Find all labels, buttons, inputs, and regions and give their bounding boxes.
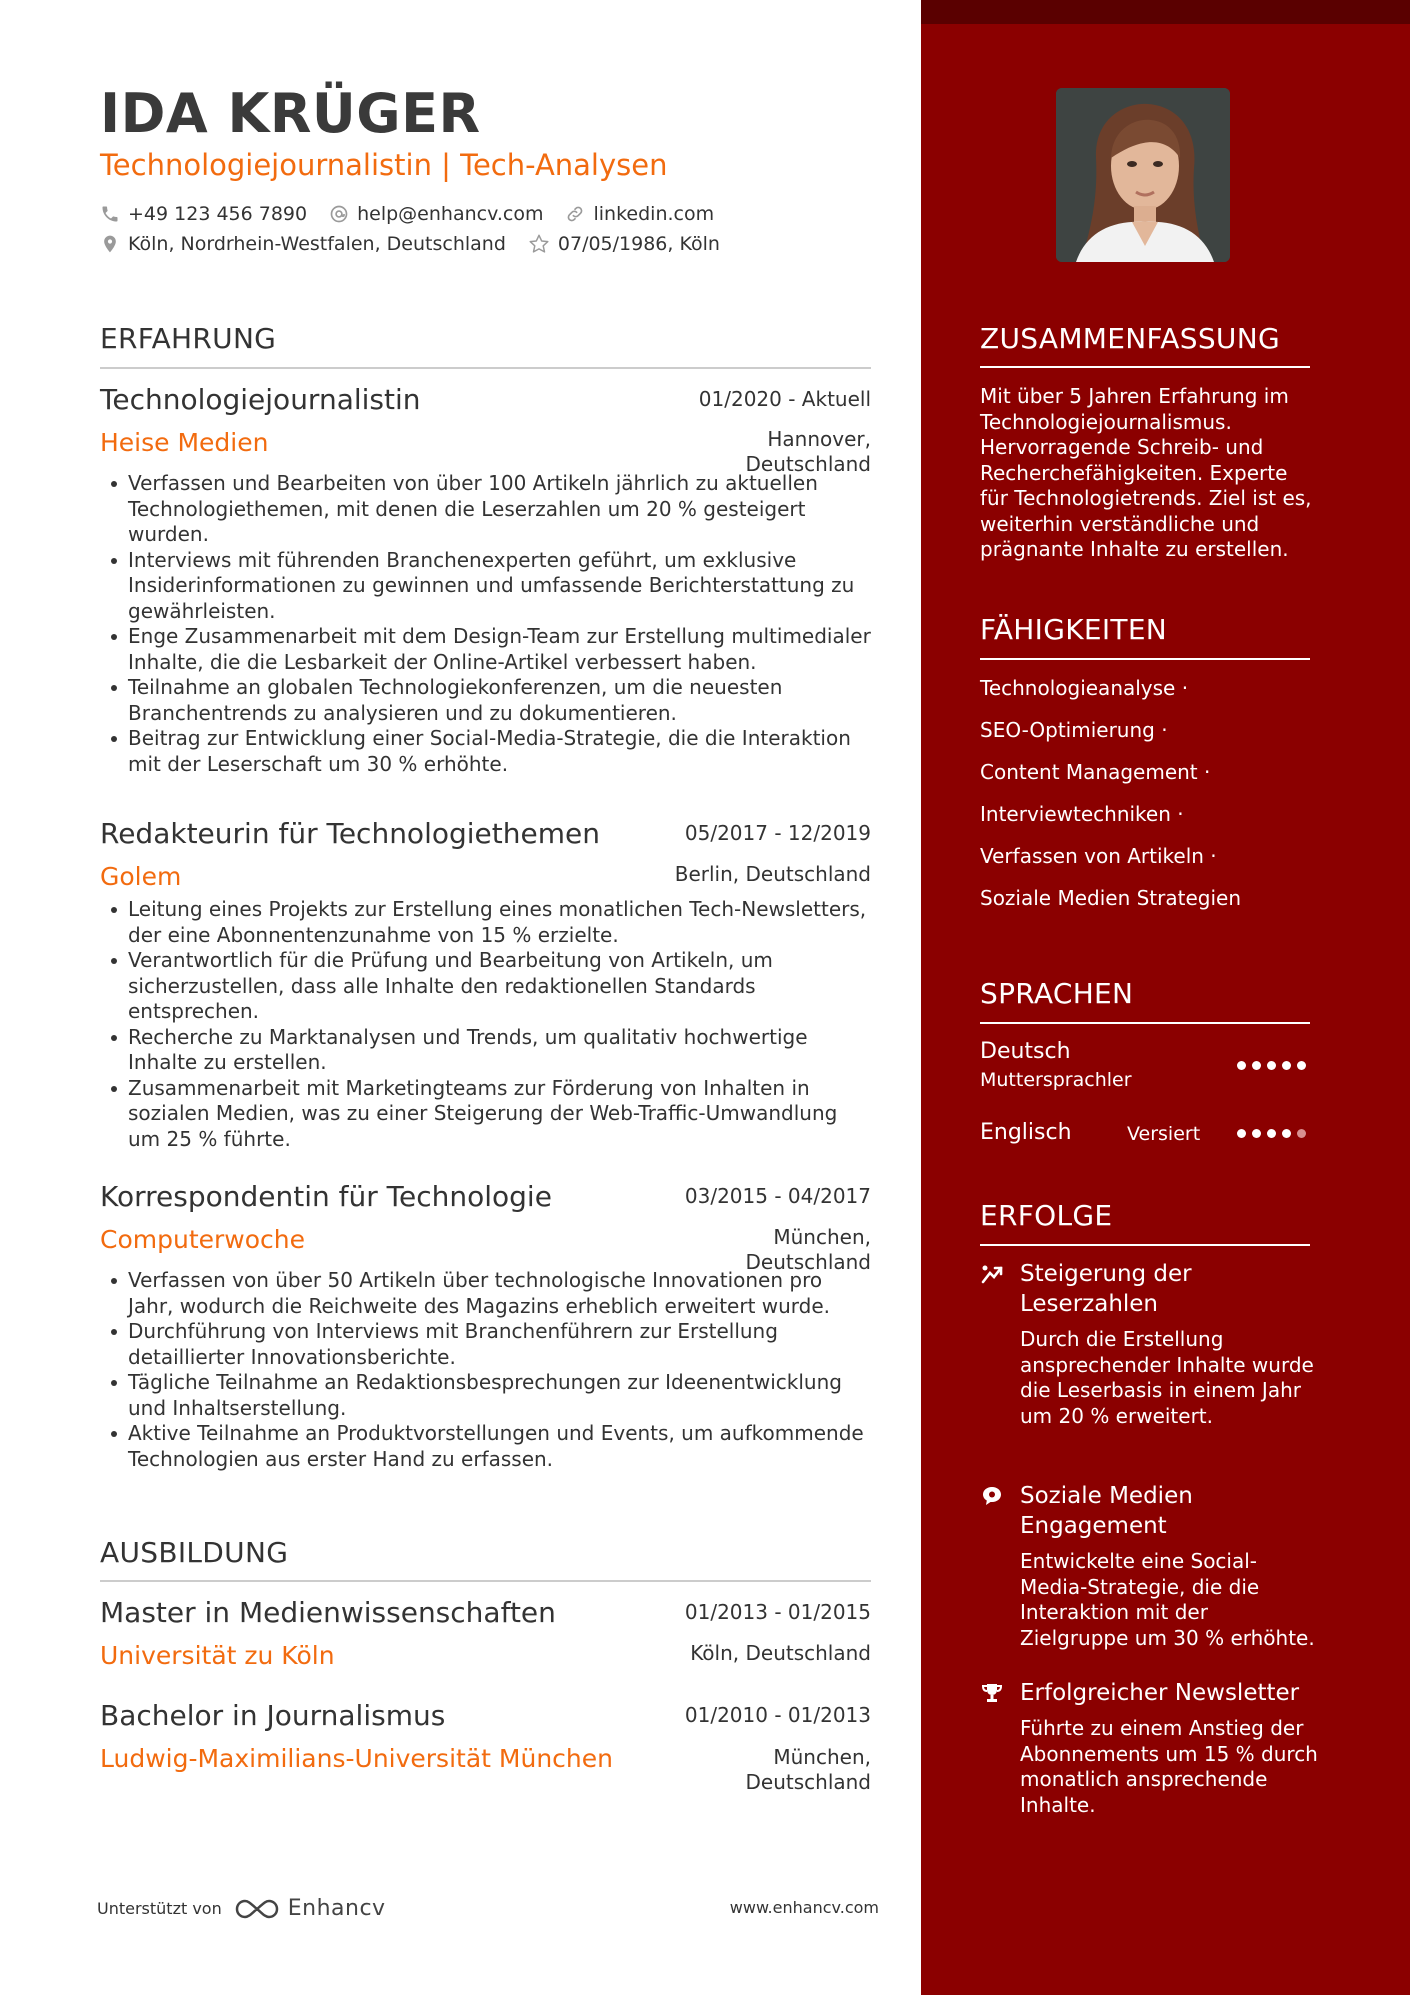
birth-text: 07/05/1986, Köln bbox=[557, 233, 720, 255]
summary-text: Mit über 5 Jahren Erfahrung im Technologiejournalismus. Hervorragende Schreib- und Recherchefähigkeiten. Experte für Technologietrends. Ziel ist es, weiterhin verständliche und prägnante Inhalte zu erstellen. bbox=[980, 384, 1312, 561]
achievement-title: Erfolgreicher Newsletter bbox=[1020, 1680, 1300, 1706]
degree-title: Bachelor in Journalismus bbox=[100, 1699, 446, 1732]
candidate-tagline: Technologiejournalistin | Tech-Analysen bbox=[100, 148, 668, 182]
job-date: 05/2017 - 12/2019 bbox=[684, 821, 871, 845]
education-heading: AUSBILDUNG bbox=[100, 1536, 289, 1569]
footer-site[interactable]: www.enhancv.com bbox=[729, 1898, 879, 1917]
job-entry bbox=[100, 1180, 871, 1472]
growth-icon bbox=[980, 1262, 1004, 1286]
linkedin-item[interactable] bbox=[565, 203, 714, 225]
bullet-item: Tägliche Teilnahme an Redaktionsbesprechungen zur Ideenentwicklung und Inhaltserstellung. bbox=[100, 1370, 871, 1421]
experience-divider bbox=[100, 367, 871, 369]
skill-item: Soziale Medien Strategien bbox=[980, 886, 1242, 910]
job-entry bbox=[100, 817, 871, 1152]
phone-icon bbox=[100, 204, 120, 224]
bullet-item: Verantwortlich für die Prüfung und Bearbeitung von Artikeln, um sicherzustellen, dass alle Inhalte den redaktionellen Standards entsprechen. bbox=[100, 948, 871, 1025]
education-location bbox=[690, 1641, 871, 1666]
bullet-item: Zusammenarbeit mit Marketingteams zur Förderung von Inhalten in sozialen Medien, was zu einer Steigerung der Web-Traffic-Umwandlung um 25 % führte. bbox=[100, 1076, 871, 1153]
bullet-item: Teilnahme an globalen Technologiekonferenzen, um die neuesten Branchentrends zu analysieren und zu dokumentieren. bbox=[100, 675, 871, 726]
bullet-item: Beitrag zur Entwicklung einer Social-Media-Strategie, die die Interaktion mit der Leserschaft um 30 % erhöhte. bbox=[100, 726, 871, 777]
job-date: 03/2015 - 04/2017 bbox=[684, 1184, 871, 1208]
rating-dot bbox=[1282, 1129, 1291, 1138]
phone-text: +49 123 456 7890 bbox=[128, 203, 308, 225]
education-location-line: Deutschland bbox=[745, 1770, 871, 1794]
language-rating bbox=[1237, 1129, 1312, 1138]
education-entry bbox=[100, 1596, 871, 1670]
job-bullets bbox=[100, 897, 871, 1152]
rating-dot bbox=[1252, 1129, 1261, 1138]
email-item[interactable] bbox=[329, 203, 543, 225]
location-text: Köln, Nordrhein-Westfalen, Deutschland bbox=[128, 233, 506, 255]
bullet-item: Aktive Teilnahme an Produktvorstellungen und Events, um aufkommende Technologien aus erster Hand zu erfassen. bbox=[100, 1421, 871, 1472]
bullet-item: Durchführung von Interviews mit Branchenführern zur Erstellung detaillierter Innovationsberichte. bbox=[100, 1319, 871, 1370]
chat-icon bbox=[980, 1484, 1004, 1508]
bullet-item: Interviews mit führenden Branchenexperten geführt, um exklusive Insiderinformationen zu gewinnen und umfassende Berichterstattung zu gewährleisten. bbox=[100, 548, 871, 625]
contact-row-2 bbox=[100, 233, 742, 255]
bullet-item: Recherche zu Marktanalysen und Trends, um qualitativ hochwertige Inhalte zu erstellen. bbox=[100, 1025, 871, 1076]
languages-heading: SPRACHEN bbox=[980, 977, 1134, 1010]
education-date: 01/2013 - 01/2015 bbox=[684, 1600, 871, 1624]
job-location bbox=[675, 862, 871, 887]
education-date: 01/2010 - 01/2013 bbox=[684, 1703, 871, 1727]
education-location-line: Köln, Deutschland bbox=[690, 1641, 871, 1665]
job-company: Computerwoche bbox=[100, 1225, 305, 1254]
achievements-divider bbox=[980, 1244, 1310, 1246]
achievement-desc: Entwickelte eine Social-Media-Strategie, die die Interaktion mit der Zielgruppe um 30 % erhöhte. bbox=[1020, 1549, 1315, 1650]
languages-divider bbox=[980, 1022, 1310, 1024]
skills-divider bbox=[980, 658, 1310, 660]
job-company: Heise Medien bbox=[100, 428, 269, 457]
sidebar-top-band bbox=[921, 0, 1410, 24]
enhancv-logo-icon bbox=[234, 1897, 280, 1921]
education-location-line: München, bbox=[773, 1745, 871, 1769]
linkedin-text[interactable]: linkedin.com bbox=[593, 203, 715, 225]
school-name: Ludwig-Maximilians-Universität München bbox=[100, 1744, 613, 1773]
achievement-desc: Führte zu einem Anstieg der Abonnements um 15 % durch monatlich ansprechende Inhalte. bbox=[1020, 1716, 1318, 1817]
job-location-line: Deutschland bbox=[745, 1250, 871, 1274]
rating-dot bbox=[1267, 1129, 1276, 1138]
birth-item bbox=[528, 233, 720, 255]
job-company: Golem bbox=[100, 862, 182, 891]
job-date: 01/2020 - Aktuell bbox=[698, 387, 871, 411]
candidate-name: IDA KRÜGER bbox=[100, 82, 481, 145]
experience-heading: ERFAHRUNG bbox=[100, 322, 277, 355]
achievement-title: Steigerung der Leserzahlen bbox=[1020, 1261, 1192, 1317]
skill-item: SEO-Optimierung · bbox=[980, 718, 1168, 742]
trophy-icon bbox=[980, 1681, 1004, 1705]
rating-dot bbox=[1237, 1061, 1246, 1070]
school-name: Universität zu Köln bbox=[100, 1641, 335, 1670]
degree-title: Master in Medienwissenschaften bbox=[100, 1596, 556, 1629]
link-icon bbox=[565, 204, 585, 224]
education-location bbox=[746, 1745, 872, 1795]
rating-dot bbox=[1237, 1129, 1246, 1138]
phone-item bbox=[100, 203, 307, 225]
language-name: Deutsch bbox=[980, 1039, 1071, 1064]
bullet-item: Enge Zusammenarbeit mit dem Design-Team zur Erstellung multimedialer Inhalte, die die Lesbarkeit der Online-Artikel verbessert haben. bbox=[100, 624, 871, 675]
skill-item: Content Management · bbox=[980, 760, 1211, 784]
sidebar bbox=[921, 0, 1410, 1995]
location-item bbox=[100, 233, 506, 255]
rating-dot bbox=[1252, 1061, 1261, 1070]
powered-by-text: Unterstützt von bbox=[97, 1899, 222, 1918]
language-level: Versiert bbox=[1127, 1123, 1201, 1145]
rating-dot bbox=[1297, 1129, 1306, 1138]
skill-item: Interviewtechniken · bbox=[980, 802, 1184, 826]
rating-dot bbox=[1267, 1061, 1276, 1070]
education-entry bbox=[100, 1699, 871, 1794]
skill-item: Technologieanalyse · bbox=[980, 676, 1189, 700]
achievement-title: Soziale Medien Engagement bbox=[1020, 1483, 1193, 1539]
language-level: Muttersprachler bbox=[980, 1069, 1132, 1091]
summary-heading: ZUSAMMENFASSUNG bbox=[980, 322, 1280, 355]
summary-divider bbox=[980, 366, 1310, 368]
job-location-line: Berlin, Deutschland bbox=[674, 862, 871, 886]
job-location-line: München, bbox=[773, 1225, 871, 1249]
at-icon bbox=[329, 204, 349, 224]
job-title: Korrespondentin für Technologie bbox=[100, 1180, 552, 1213]
rating-dot bbox=[1297, 1061, 1306, 1070]
job-location bbox=[746, 427, 872, 477]
bullet-item: Verfassen und Bearbeiten von über 100 Artikeln jährlich zu aktuellen Technologiethemen, mit denen die Leserzahlen um 20 % gesteigert wurden. bbox=[100, 471, 871, 548]
job-location-line: Deutschland bbox=[745, 452, 871, 476]
location-pin-icon bbox=[100, 234, 120, 254]
bullet-item: Verfassen von über 50 Artikeln über technologische Innovationen pro Jahr, wodurch die Reichweite des Magazins erheblich erweitert wurde. bbox=[100, 1268, 871, 1319]
job-bullets bbox=[100, 1268, 871, 1472]
email-text[interactable]: help@enhancv.com bbox=[357, 203, 544, 225]
rating-dot bbox=[1282, 1061, 1291, 1070]
skill-item: Verfassen von Artikeln · bbox=[980, 844, 1217, 868]
portrait-image bbox=[1056, 88, 1230, 262]
education-divider bbox=[100, 1580, 871, 1582]
brand-name: Enhancv bbox=[287, 1896, 386, 1921]
language-name: Englisch bbox=[980, 1120, 1072, 1145]
star-icon bbox=[528, 233, 550, 255]
achievements-heading: ERFOLGE bbox=[980, 1199, 1113, 1232]
skills-heading: FÄHIGKEITEN bbox=[980, 613, 1168, 646]
profile-photo bbox=[1056, 88, 1230, 262]
job-location-line: Hannover, bbox=[767, 427, 871, 451]
footer bbox=[97, 1896, 879, 1921]
job-title: Redakteurin für Technologiethemen bbox=[100, 817, 600, 850]
achievement-desc: Durch die Erstellung ansprechender Inhalte wurde die Leserbasis in einem Jahr um 20 % erweitert. bbox=[1020, 1327, 1314, 1428]
job-title: Technologiejournalistin bbox=[100, 383, 421, 416]
language-rating bbox=[1237, 1061, 1312, 1070]
contact-row-1 bbox=[100, 203, 736, 225]
job-entry bbox=[100, 383, 871, 777]
bullet-item: Leitung eines Projekts zur Erstellung eines monatlichen Tech-Newsletters, der eine Abonnentenzunahme von 15 % erzielte. bbox=[100, 897, 871, 948]
job-bullets bbox=[100, 471, 871, 777]
